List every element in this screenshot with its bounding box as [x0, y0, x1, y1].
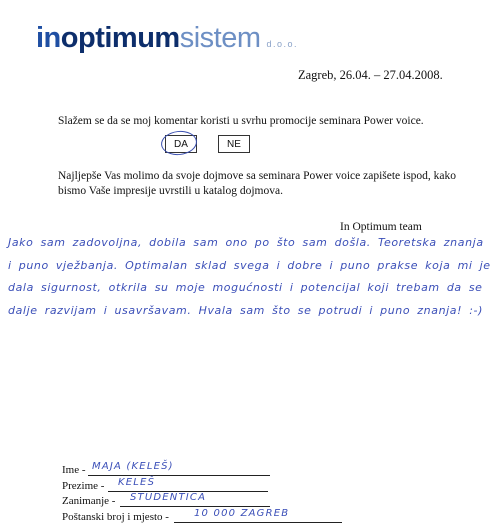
- event-date: Zagreb, 26.04. – 27.04.2008.: [298, 68, 443, 82]
- logo-in: in: [36, 22, 61, 54]
- company-logo: [36, 22, 298, 55]
- handwritten-comment[interactable]: Jako sam zadovoljna, dobila sam ono po što sam došla. Teoretska znanja i puno vježbanja. Optimalan sklad svega i dobre i puno prakse koja mi je dala sigurnost, otkrila su moje mogućnosti i potencijal koji trebam da se dalje razvijam i usavršavam. Hvala sam što se potrudi i puno znanja! :-): [8, 236, 491, 317]
- team-signature: In Optimum team: [340, 221, 422, 233]
- instruction-paragraph: Najljepše Vas molimo da svoje dojmove sa seminara Power voice zapišete ispod, kako bismo Vaše impresije uvrstili u katalog dojmova.: [58, 170, 457, 197]
- surname-value[interactable]: KELEŠ: [118, 476, 156, 488]
- name-underline: [88, 475, 270, 476]
- occupation-value[interactable]: STUDENTICA: [130, 492, 207, 503]
- postal-label: Poštanski broj i mjesto -: [62, 510, 169, 523]
- logo-sistem: sistem: [179, 22, 261, 54]
- postal-underline: [174, 522, 342, 523]
- name-label: Ime -: [62, 464, 86, 476]
- consent-no-checkbox[interactable]: [218, 135, 250, 153]
- postal-value[interactable]: 10 000 ZAGREB: [194, 507, 290, 519]
- consent-statement: Slažem se da se moj komentar koristi u svrhu promocije seminara Power voice.: [58, 115, 424, 127]
- consent-no-label: NE: [227, 138, 241, 150]
- name-value[interactable]: MAJA (KELEŠ): [92, 461, 174, 472]
- occupation-label: Zanimanje -: [62, 495, 116, 507]
- logo-suffix: d.o.o.: [266, 39, 299, 49]
- logo-optimum: optimum: [60, 22, 180, 54]
- consent-yes-label: DA: [174, 138, 188, 150]
- surname-label: Prezime -: [62, 479, 105, 492]
